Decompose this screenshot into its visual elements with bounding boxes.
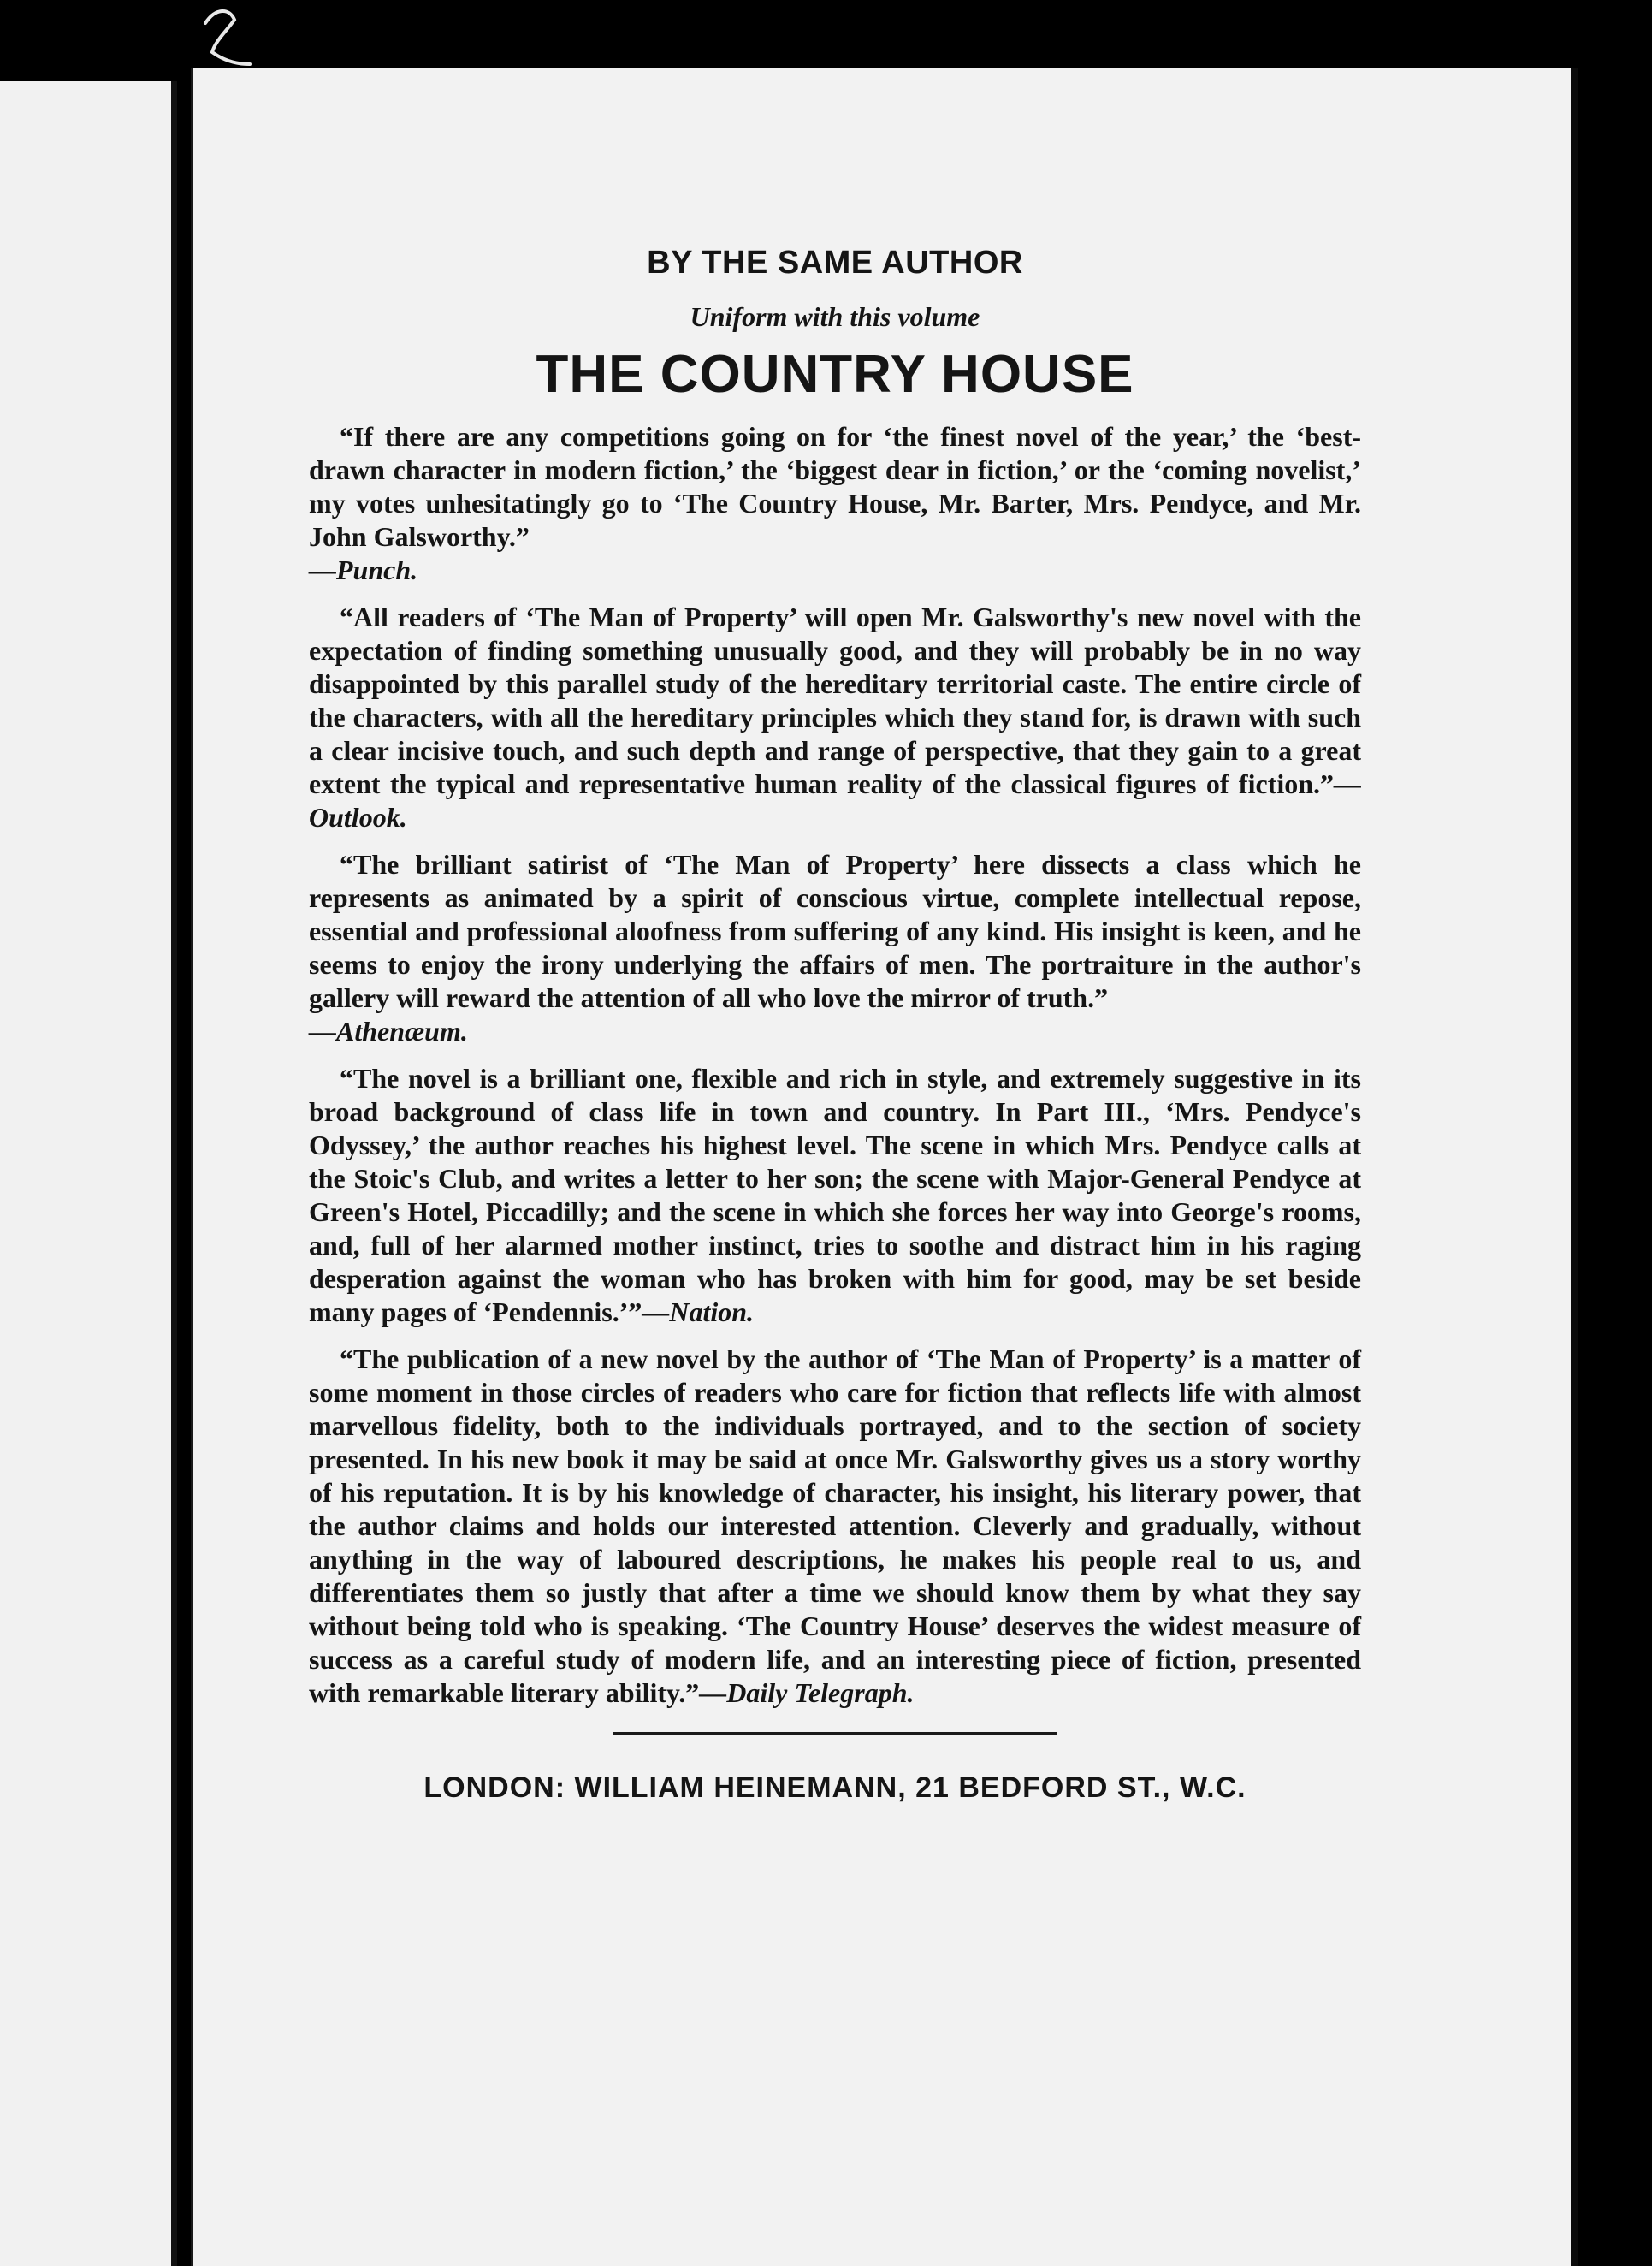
publisher-imprint: LONDON: WILLIAM HEINEMANN, 21 BEDFORD ST., W.C. [423,1771,1246,1805]
review-nation [309,1062,1361,1329]
review-source: —Outlook. [309,768,1361,833]
separator-rule [613,1732,1057,1735]
author-heading: BY THE SAME AUTHOR [647,245,1023,281]
review-quote [309,1062,1361,1329]
review-source: —Athenæum. [309,1016,468,1047]
review-punch [309,420,1361,587]
review-source: —Daily Telegraph. [699,1677,915,1709]
book-title: THE COUNTRY HOUSE [536,344,1134,404]
review-athenaeum [309,848,1361,1048]
review-quote [309,848,1361,1048]
previous-page-edge [0,81,177,2266]
review-quote [309,601,1361,834]
review-text: “If there are any competitions going on for ‘the finest novel of the year,’ the ‘best-drawn character in modern fiction,’ the ‘biggest dear in fiction,’ or the ‘coming novelist,’ my votes unhesitatingly go to ‘The Country House, Mr. Barter, Mrs. Pendyce, and Mr. John Galsworthy.” [309,421,1361,553]
book-page [191,68,1573,2266]
review-source: —Nation. [642,1296,755,1328]
review-text: “The brilliant satirist of ‘The Man of Property’ here dissects a class which he represents as animated by a spirit of conscious virtue, complete intellectual repose, essential and professional aloofness from suffering of any kind. His insight is keen, and he seems to enjoy the irony underlying the affairs of men. The portraiture in the author's gallery will reward the attention of all who love the mirror of truth.” [309,849,1361,1014]
page-right-edge [1571,68,1578,2266]
previous-page-border [171,81,177,2266]
review-source: —Punch. [309,555,418,586]
review-outlook [309,601,1361,834]
review-text: “All readers of ‘The Man of Property’ will open Mr. Galsworthy's new novel with the expectation of finding something unusually good, and they will probably be in no way disappointed by this parallel study of the hereditary territorial caste. The entire circle of the characters, with all the hereditary principles which they stand for, is drawn with such a clear incisive touch, and such depth and range of perspective, that they gain to a great extent the typical and representative human reality of the classical figures of fiction.” [309,602,1361,800]
page-content [309,244,1361,1806]
review-daily-telegraph [309,1343,1361,1710]
review-text: “The novel is a brilliant one, flexible and rich in style, and extremely suggestive in its broad background of class life in town and country. In Part III., ‘Mrs. Pendyce's Odyssey,’ the author reaches his highest level. The scene in which Mrs. Pendyce calls at the Stoic's Club, and writes a letter to her son; the scene with Major-General Pendyce at Green's Hotel, Piccadilly; and the scene in which she forces her way into George's rooms, and, full of her alarmed mother instinct, tries to soothe and distract him in his raging desperation against the woman who has broken with him for good, may be set beside many pages of ‘Pendennis.’” [309,1063,1361,1328]
scan-mark-glyph [204,4,252,73]
review-text: “The publication of a new novel by the author of ‘The Man of Property’ is a matter of some moment in those circles of readers who care for fiction that reflects life with almost marvellous fidelity, both to the individuals portrayed, and to the section of society presented. In his new book it may be said at once Mr. Galsworthy gives us a story worthy of his reputation. It is by his knowledge of character, his insight, his literary power, that the author claims and holds our interested attention. Cleverly and gradually, without anything in the way of laboured descriptions, he makes his people real to us, and differentiates them so justly that after a time we should know them by what they say without being told who is speaking. ‘The Country House’ deserves the widest measure of success as a careful study of modern life, and an interesting piece of fiction, presented with remarkable literary ability.” [309,1344,1361,1709]
uniform-note: Uniform with this volume [690,300,980,332]
review-quote [309,420,1361,587]
review-quote [309,1343,1361,1710]
